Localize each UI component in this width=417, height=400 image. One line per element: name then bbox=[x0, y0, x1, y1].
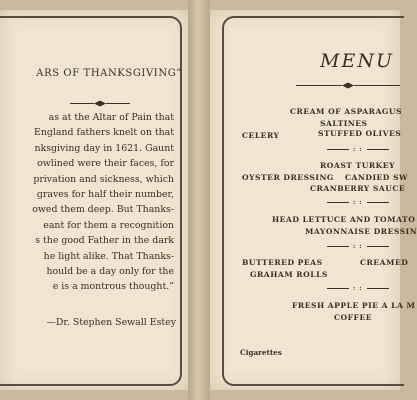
menu-separator: : : bbox=[323, 243, 393, 250]
menu-item-celery: CELERY bbox=[242, 131, 280, 140]
left-page-title: ARS OF THANKSGIVING” bbox=[36, 68, 182, 79]
menu-separator: : : bbox=[323, 146, 393, 153]
text-line: nksgiving day in 1621. Gaunt bbox=[34, 142, 174, 154]
left-page-content bbox=[0, 10, 188, 390]
menu-item-rolls: GRAHAM ROLLS bbox=[250, 270, 328, 279]
menu-item-mayonnaise: MAYONNAISE DRESSIN bbox=[305, 227, 417, 236]
page-fold bbox=[188, 0, 210, 400]
menu-item-creamed: CREAMED bbox=[360, 258, 409, 267]
text-line: England fathers knelt on that bbox=[33, 127, 174, 139]
text-line: privation and sickness, which bbox=[33, 173, 174, 185]
menu-item-turkey: ROAST TURKEY bbox=[320, 161, 395, 170]
right-page-content bbox=[210, 10, 417, 390]
menu-item-saltines: SALTINES bbox=[320, 119, 368, 128]
menu-item-soup: CREAM OF ASPARAGUS bbox=[290, 107, 402, 116]
menu-title: MENU bbox=[320, 50, 394, 72]
signature: —Dr. Stephen Sewall Estey bbox=[46, 317, 176, 328]
menu-footer: Cigarettes bbox=[240, 348, 282, 357]
menu-item-pie: FRESH APPLE PIE A LA M bbox=[292, 301, 416, 310]
menu-item-lettuce: HEAD LETTUCE AND TOMATO bbox=[272, 215, 416, 224]
text-line: owlined were their faces, for bbox=[37, 158, 174, 170]
text-line: owed them deep. But Thanks- bbox=[32, 204, 174, 216]
menu-item-cranberry: CRANBERRY SAUCE bbox=[310, 184, 406, 193]
text-line: as at the Altar of Pain that bbox=[48, 112, 174, 123]
text-line: he light alike. That Thanks- bbox=[43, 250, 174, 262]
left-page-text bbox=[0, 110, 174, 295]
right-page bbox=[210, 10, 417, 390]
menu-item-olives: STUFFED OLIVES bbox=[318, 129, 402, 138]
text-line: hould be a day only for the bbox=[46, 265, 174, 277]
text-line: graves for half their number, bbox=[36, 188, 174, 200]
menu-item-coffee: COFFEE bbox=[334, 313, 373, 322]
menu-item-dressing: OYSTER DRESSING bbox=[242, 173, 334, 182]
left-page bbox=[0, 10, 188, 390]
text-line: eant for them a recognition bbox=[43, 219, 174, 231]
menu-item-candied: CANDIED SW bbox=[345, 173, 409, 182]
text-line: e is a montrous thought.” bbox=[52, 281, 174, 293]
title-ornament bbox=[70, 100, 130, 107]
menu-separator: : : bbox=[323, 285, 393, 292]
menu-separator: : : bbox=[323, 199, 393, 206]
menu-item-peas: BUTTERED PEAS bbox=[242, 258, 323, 267]
menu-ornament bbox=[296, 82, 400, 89]
text-line: s the good Father in the dark bbox=[35, 235, 174, 247]
